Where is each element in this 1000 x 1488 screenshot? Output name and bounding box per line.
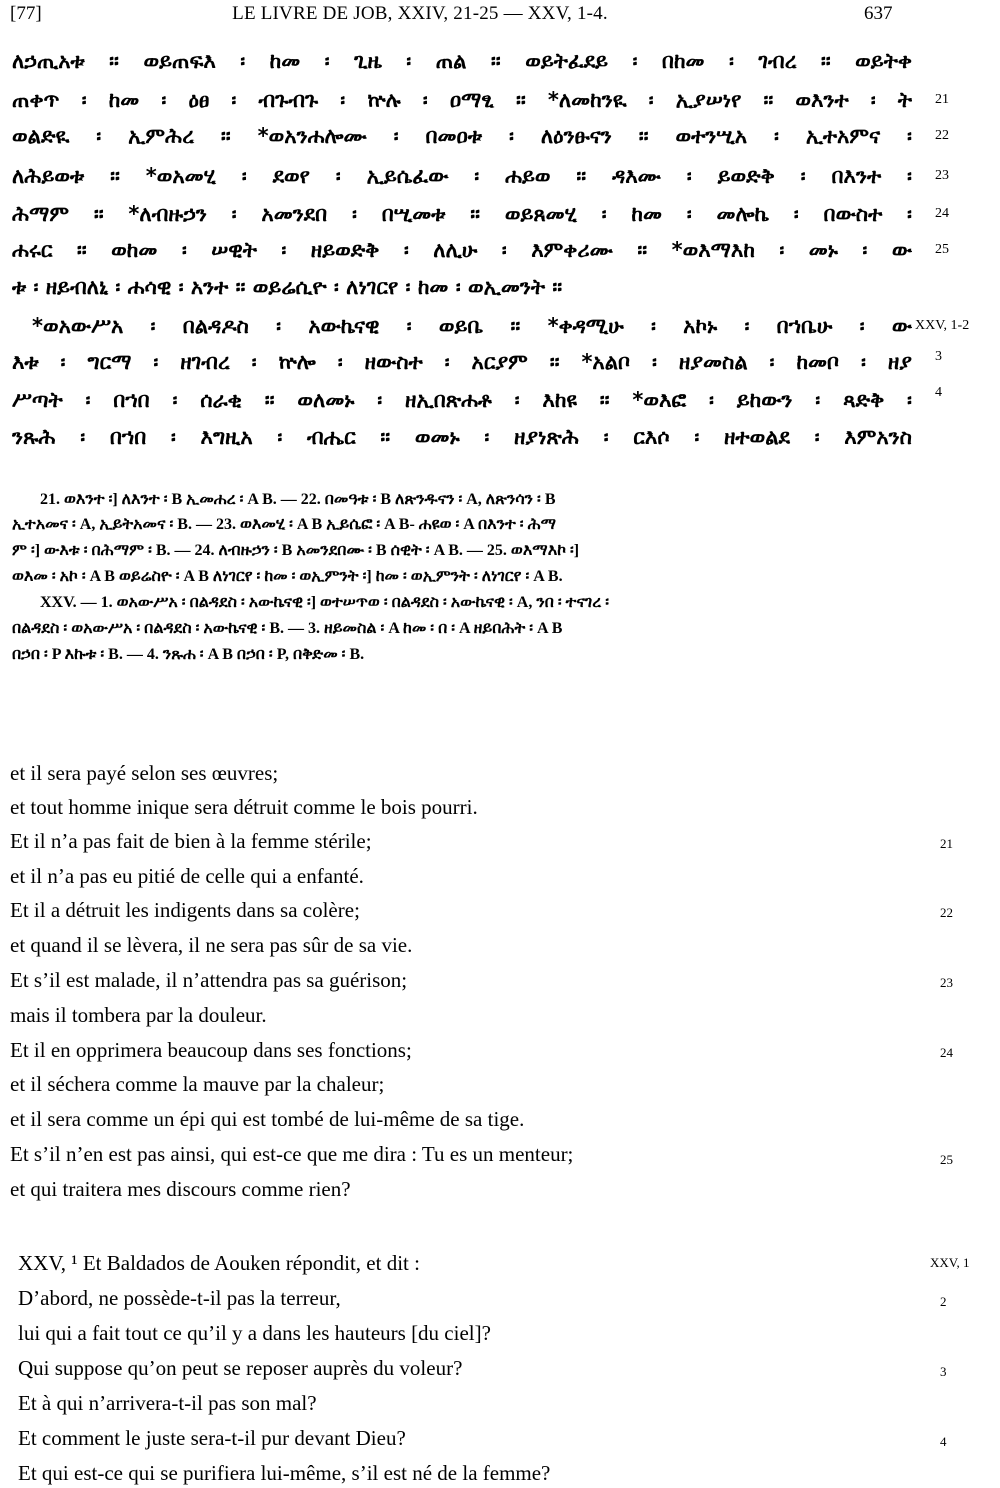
translation-line: XXV, ¹ Et Baldados de Aouken répondit, et dit :: [18, 1251, 420, 1275]
verse-number: 2: [940, 1294, 947, 1309]
translation-line: Qui suppose qu’on peut se reposer auprès du voleur?: [18, 1356, 463, 1380]
verse-number: 3: [935, 349, 942, 364]
translation-line: et qui traitera mes discours comme rien?: [10, 1177, 351, 1201]
verse-number: 3: [940, 1364, 947, 1379]
geez-line: ሐሩር ። ወከመ ፡ ሠዊት ፡ ዘይወድቅ ፡ ለሊሁ ፡ እምቀሪሙ ። *ወእማእከ ፡ መኑ ፡ ው: [12, 238, 912, 262]
translation-line: lui qui a fait tout ce qu’il y a dans les hauteurs [du ciel]?: [18, 1321, 491, 1345]
footnote-line: በኃበ ፡ P እኩቱ ፡ B. — 4. ንጹሐ ፡ A B በኃበ ፡ P, በቅድመ ፡ B.: [12, 646, 365, 663]
running-header: [0, 3, 1000, 29]
translation-line: et il sera comme un épi qui est tombé de lui-même de sa tige.: [10, 1107, 525, 1131]
running-title: LE LIVRE DE JOB, XXIV, 21-25 — XXV, 1-4.: [232, 3, 608, 24]
geez-line: *ወአውሥአ ፡ በልዳዶስ ፡ አውኬናዊ ፡ ወይቤ ። *ቀዳሚሁ ፡ አኮኑ ፡ በኀቤሁ ፡ ው: [32, 314, 912, 338]
folio-number: [77]: [10, 3, 42, 24]
verse-number: 23: [935, 168, 949, 183]
translation-line: et il n’a pas eu pitié de celle qui a enfanté.: [10, 864, 364, 888]
geez-line: ወልድዪ ፡ ኢምሕረ ። *ወአንሐሎሙ ፡ በመዐቱ ፡ ለዕንፁናን ። ወተንሢአ ፡ ኢተአምና ፡: [12, 124, 912, 148]
verse-number: 24: [940, 1045, 953, 1060]
verse-number: 24: [935, 206, 949, 221]
geez-line: ቱ ፡ ዘይብለኒ ፡ ሐሳዊ ፡ አንተ ። ወይሬሲዮ ፡ ለነገርየ ፡ ከመ ፡ ወኢመንት ።: [12, 275, 563, 299]
geez-line: ለኃጢአቱ ። ወይጠፍእ ፡ ከመ ፡ ጊዜ ፡ ጠል ። ወይትፈደይ ፡ በከመ ፡ ገብረ ። ወይትቀ: [12, 49, 912, 73]
translation-line: et il séchera comme la mauve par la chaleur;: [10, 1072, 385, 1096]
chapter-verse-ref: XXV, 1: [930, 1255, 970, 1270]
translation-line: Et qui est-ce qui se purifiera lui-même, s’il est né de la femme?: [18, 1461, 551, 1485]
chapter-verse-ref: XXV, 1-2: [915, 318, 970, 333]
translation-line: D’abord, ne possède-t-il pas la terreur,: [18, 1286, 341, 1310]
footnote-line: 21. ወእንተ ፡] ለእንተ ፡ B ኢመሐረ ፡ A B. — 22. በመዓቱ ፡ B ለጽንዱናን ፡ A, ለጽንሳን ፡ B: [40, 491, 556, 508]
footnote-line: ም ፡] ውእቱ ፡ በሕማም ፡ B. — 24. ለብዙኃን ፡ B አመንደበሙ ፡ B ሰዊት ፡ A B. — 25. ወእማእኮ ፡]: [12, 542, 580, 559]
verse-number: 21: [940, 836, 953, 851]
verse-number: 22: [940, 905, 953, 920]
verse-number: 25: [935, 242, 949, 257]
translation-line: Et il en opprimera beaucoup dans ses fonctions;: [10, 1038, 412, 1062]
translation-line: Et s’il est malade, il n’attendra pas sa guérison;: [10, 968, 408, 992]
verse-number: 4: [935, 385, 942, 400]
geez-line: እቱ ፡ ግርማ ፡ ዘገብረ ፡ ኵሎ ፡ ዘውስተ ፡ አርያም ። *አልቦ ፡ ዘያመስል ፡ ከመቦ ፡ ዘያ: [12, 350, 912, 374]
verse-number: 4: [940, 1434, 947, 1449]
translation-line: et tout homme inique sera détruit comme le bois pourri.: [10, 795, 478, 819]
verse-number: 22: [935, 128, 949, 143]
geez-line: ለሕይወቱ ። *ወአመሂ ፡ ደወየ ፡ ኢይሴፈው ፡ ሐይወ ። ዳእሙ ፡ ይወድቅ ፡ በእንተ ፡: [12, 164, 912, 188]
page-number: 637: [864, 3, 893, 24]
geez-line: ሕማም ። *ለብዙኃን ፡ አመንደበ ፡ በሢመቱ ። ወይጸመሂ ፡ ከመ ፡ መሎኬ ፡ በውስተ ፡: [12, 202, 912, 226]
translation-line: Et à qui n’arrivera-t-il pas son mal?: [18, 1391, 317, 1415]
translation-line: et il sera payé selon ses œuvres;: [10, 761, 279, 785]
verse-number: 21: [935, 92, 949, 107]
geez-line: ንጹሕ ፡ በኀበ ፡ እግዚአ ፡ ብሔር ። ወመኑ ፡ ዘያነጽሕ ፡ ርእሶ ፡ ዘተወልደ ፡ እምአንስ: [12, 425, 912, 449]
translation-line: Et il n’a pas fait de bien à la femme stérile;: [10, 829, 372, 853]
translation-line: Et s’il n’en est pas ainsi, qui est-ce que me dira : Tu es un menteur;: [10, 1142, 574, 1166]
footnote-line: በልዳደስ ፡ ወአውሥአ ፡ በልዳደስ ፡ አውኬናዊ ፡ B. — 3. ዘይመስል ፡ A ከመ ፡ በ ፡ A ዘይበሕት ፡ A B: [12, 620, 563, 637]
footnote-line: ወእመ ፡ አኮ ፡ A B ወይሬስዮ ፡ A B ለነገርየ ፡ ከመ ፡ ወኢምንት ፡] ከመ ፡ ወኢምንት ፡ ለነገርየ ፡ A B.: [12, 568, 563, 585]
geez-line: ጠቀጥ ፡ ከመ ፡ ዕፀ ፡ ብጉብጉ ፡ ኵሉ ፡ ዐማፂ ። *ለመከንዪ ፡ ኢያሠነየ ። ወእንተ ፡ ት: [12, 88, 912, 112]
translation-line: mais il tombera par la douleur.: [10, 1003, 267, 1027]
translation-line: Et il a détruit les indigents dans sa colère;: [10, 898, 360, 922]
footnote-line: ኢተአመና ፡ A, ኢይትአመና ፡ B. — 23. ወእመሂ ፡ A B ኢይሴፎ ፡ A B- ሐዩወ ፡ A በእንተ ፡ ሕማ: [12, 516, 557, 533]
verse-number: 23: [940, 975, 953, 990]
verse-number: 25: [940, 1152, 953, 1167]
translation-line: Et comment le juste sera-t-il pur devant Dieu?: [18, 1426, 406, 1450]
translation-line: et quand il se lèvera, il ne sera pas sûr de sa vie.: [10, 933, 413, 957]
geez-line: ሥጣት ፡ በኀበ ፡ ሰራቂ ። ወለመኑ ፡ ዘኢበጽሐቶ ፡ እከዩ ። *ወእፎ ፡ ይከውን ፡ ጻድቅ ፡: [12, 388, 912, 412]
footnote-line: XXV. — 1. ወአውሥአ ፡ በልዳደስ ፡ አውኬናዊ ፡] ወተሠጥወ ፡ በልዳደስ ፡ አውኬናዊ ፡ A, ንበ ፡ ተናገረ ፡: [40, 594, 609, 611]
